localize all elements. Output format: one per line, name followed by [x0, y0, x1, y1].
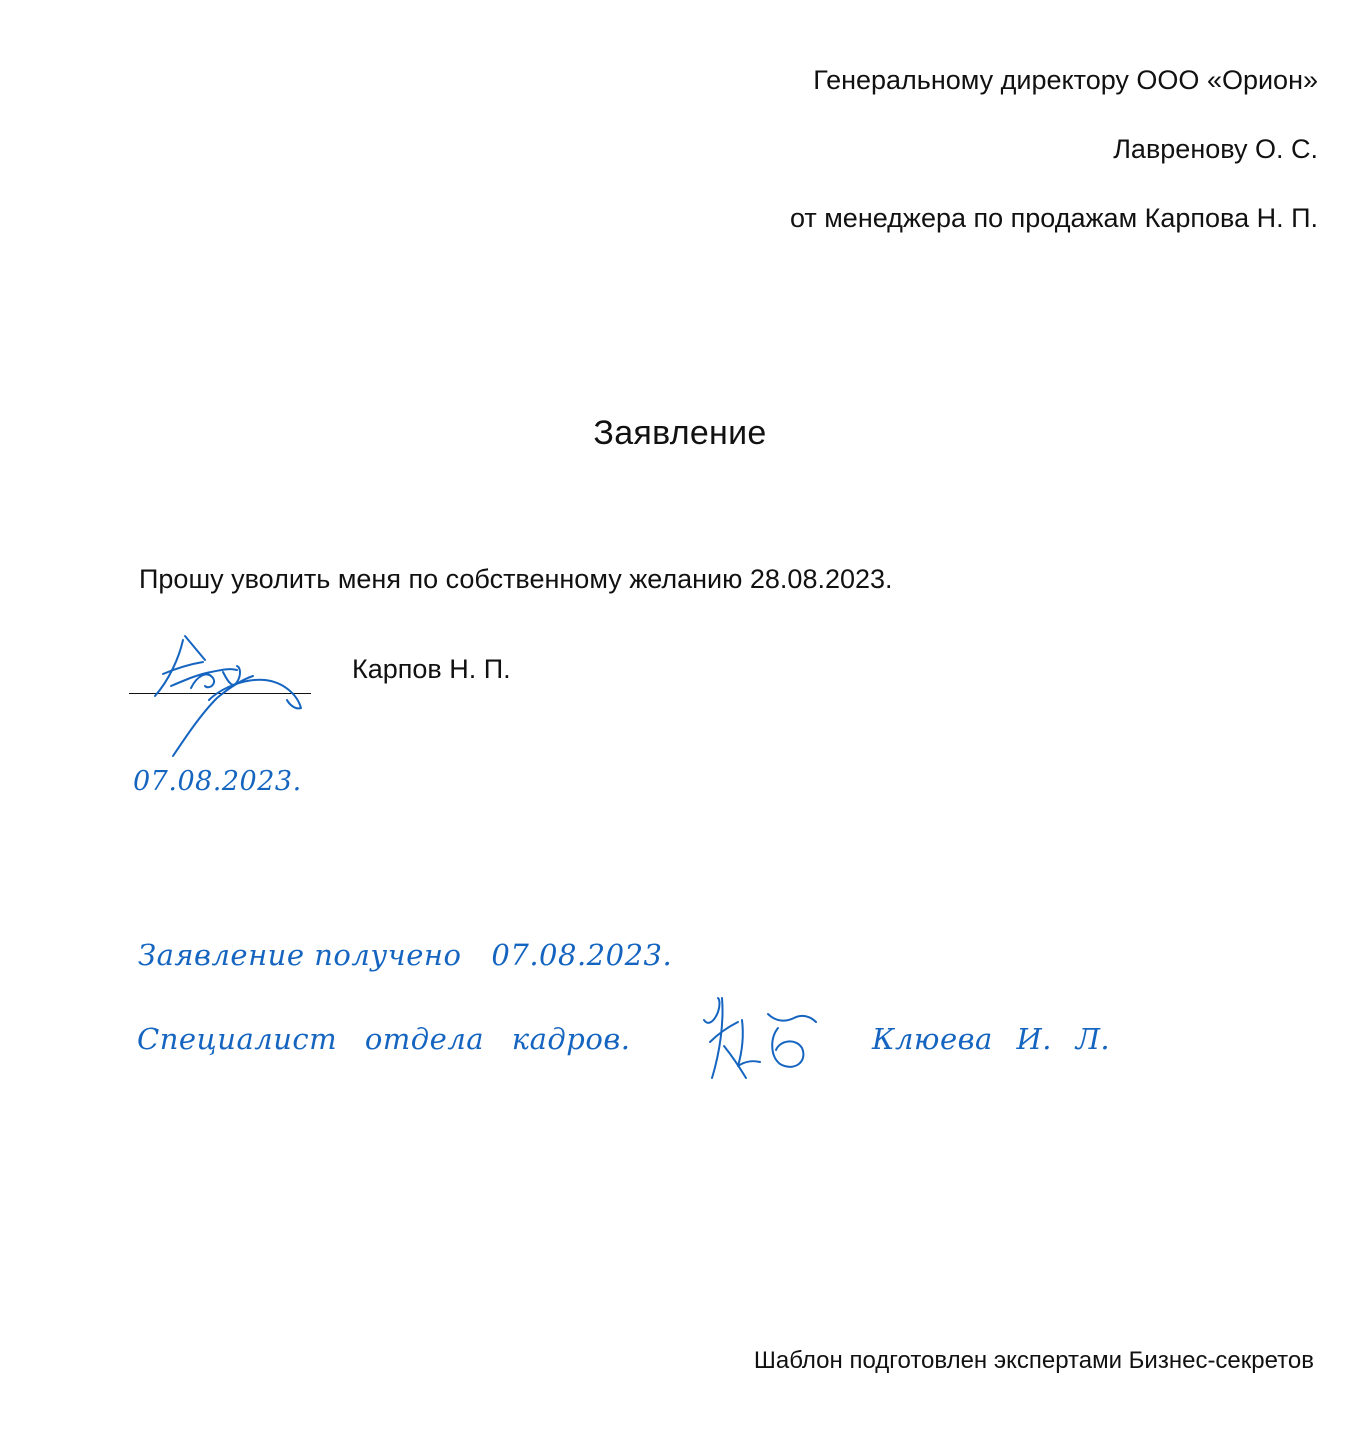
addressee-block	[790, 58, 1318, 265]
application-body: Прошу уволить меня по собственному желанию 28.08.2023.	[139, 564, 893, 594]
applicant-name: Карпов Н. П.	[352, 654, 511, 684]
addressee-line-from: от менеджера по продажам Карпова Н. П.	[789, 203, 1318, 233]
hr-received-date: 07.08.2023.	[491, 938, 673, 972]
hr-signature	[698, 992, 828, 1087]
hr-specialist-name: Клюева И. Л.	[872, 1022, 1111, 1056]
hr-received-label: Заявление получено	[138, 938, 462, 972]
document-title: Заявление	[593, 414, 767, 452]
template-credit: Шаблон подготовлен экспертами Бизнес-секретов	[753, 1347, 1314, 1374]
hr-specialist-position: Специалист отдела кадров.	[137, 1022, 631, 1056]
hr-received-note	[138, 938, 672, 972]
addressee-line-director: Генеральному директору ООО «Орион»	[813, 65, 1318, 95]
applicant-handwritten-date: 07.08.2023.	[133, 766, 302, 797]
applicant-signature	[125, 628, 315, 768]
addressee-line-name: Лавренову О. С.	[1113, 134, 1318, 164]
